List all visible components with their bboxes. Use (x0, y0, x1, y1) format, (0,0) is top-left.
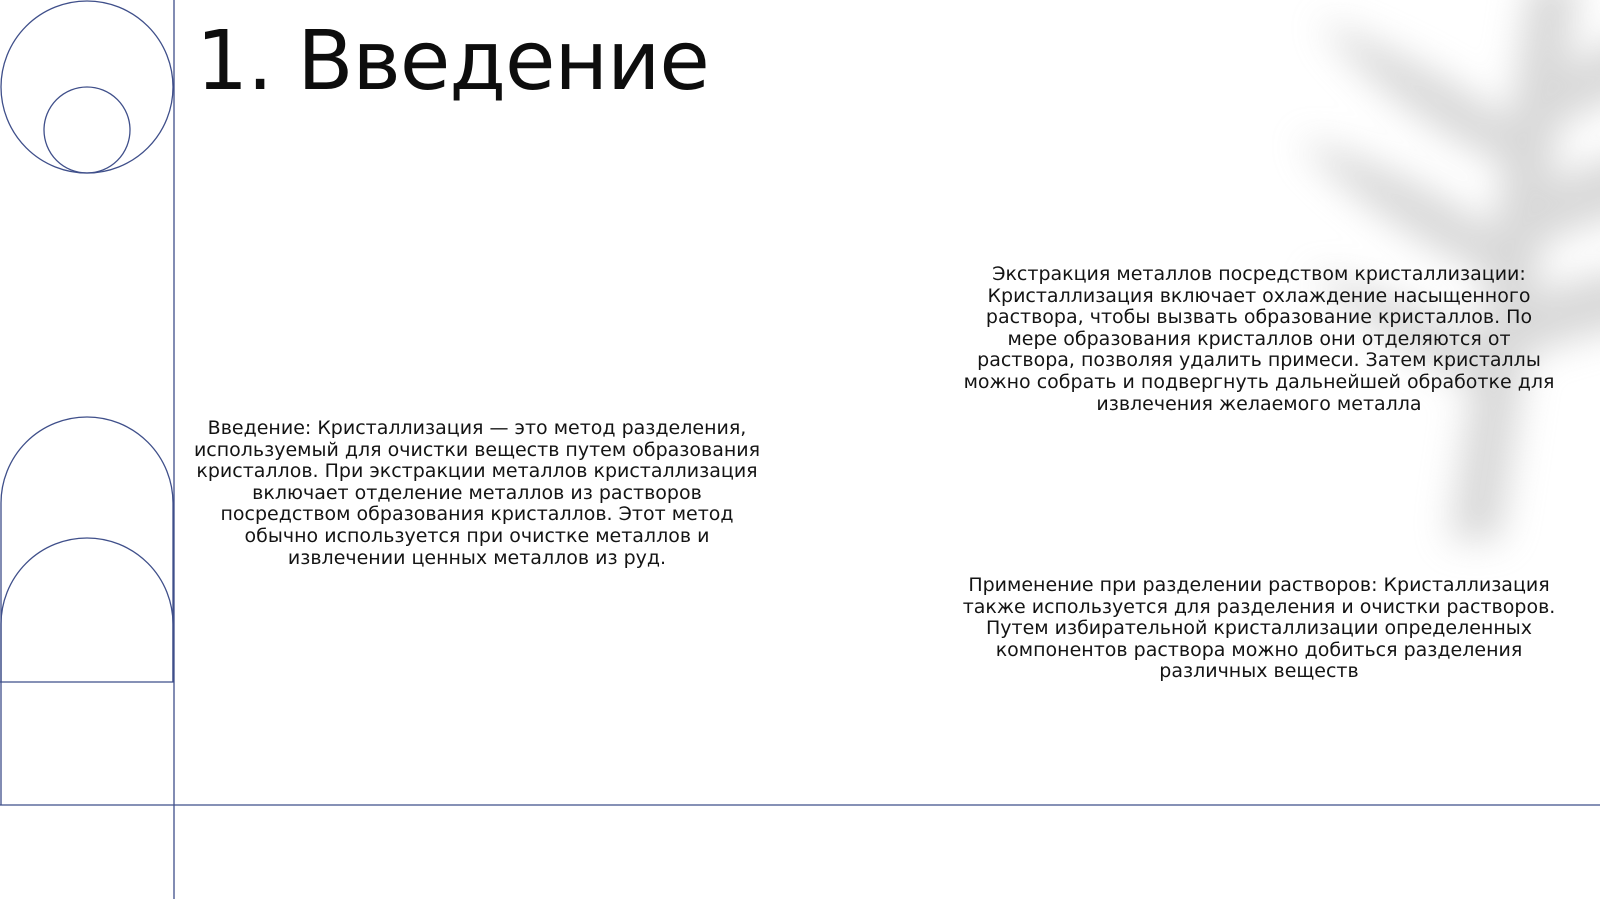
extraction-text: Экстракция металлов посредством кристаллизации: Кристаллизация включает охлаждение насыщенного раствора, чтобы вызвать образование кристаллов. По мере образования кристаллов они отделяются от раствора, позволяя удалить примеси. Затем кристаллы можно собрать и подвергнуть дальнейшей обработке для извлечения желаемого металла (963, 263, 1555, 415)
application-text: Применение при разделении растворов: Кристаллизация также используется для разделения и очистки растворов. Путем избирательной кристаллизации определенных компонентов раствора можно добиться разделения различных веществ (962, 574, 1556, 683)
lower-arch-outline (1, 538, 173, 682)
upper-arch-outline (1, 417, 173, 682)
small-circle-outline (44, 87, 130, 173)
intro-text: Введение: Кристаллизация — это метод разделения, используемый для очистки веществ путем образования кристаллов. При экстракции металлов кристаллизация включает отделение металлов из растворов посредством образования кристаллов. Этот метод обычно используется при очистке металлов и извлечении ценных металлов из руд. (193, 417, 761, 569)
page-title: 1. Введение (196, 14, 709, 109)
large-circle-outline (1, 1, 173, 173)
